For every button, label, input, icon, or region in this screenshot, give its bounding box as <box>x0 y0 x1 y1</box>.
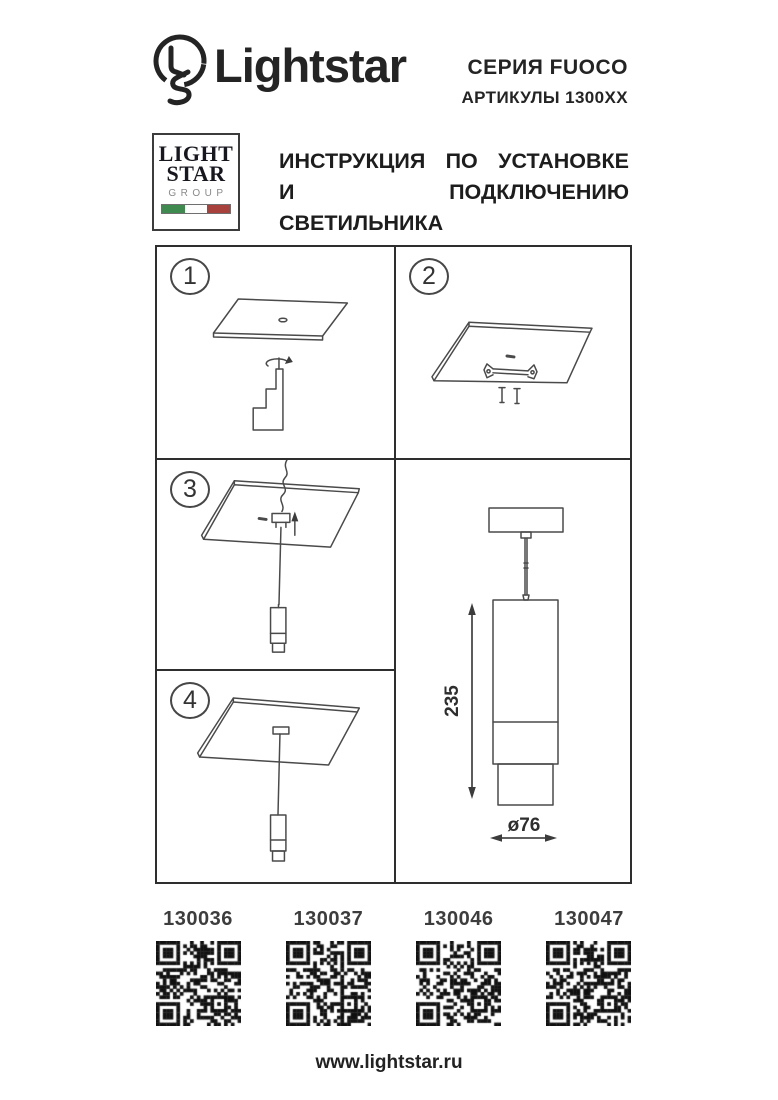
logo-box-star: STAR <box>166 161 226 186</box>
website-url: www.lightstar.ru <box>315 1052 463 1073</box>
step-4-panel <box>157 671 396 882</box>
step-2-panel <box>396 247 630 460</box>
step-3-number-badge: 3 <box>170 471 210 508</box>
article-code: 130047 <box>554 908 624 930</box>
logo-box-light: LIGHT <box>158 141 234 166</box>
qr-code <box>416 941 501 1026</box>
dim-arrowhead-left <box>490 834 502 841</box>
flag-green <box>162 205 185 213</box>
qr-code <box>546 941 631 1026</box>
lamp-dimensions-panel <box>396 460 630 882</box>
diameter-dimension-label: ø76 <box>507 815 541 836</box>
lamp-dimension-drawing <box>396 460 630 882</box>
dim-arrowhead-right <box>545 834 557 841</box>
article-item <box>155 908 241 1026</box>
step-1-panel <box>157 247 396 460</box>
height-dimension-label: 235 <box>442 685 463 717</box>
flag-white <box>185 205 208 213</box>
qr-code <box>156 941 241 1026</box>
steps-grid <box>155 245 632 884</box>
logo-box-group: GROUP <box>168 188 228 199</box>
series-title: СЕРИЯ FUOCO <box>467 56 628 79</box>
article-code: 130046 <box>423 908 494 930</box>
series-articles: АРТИКУЛЫ 1300XX <box>461 88 628 107</box>
lightstar-bulb-icon <box>150 30 212 115</box>
flag-red <box>207 205 230 213</box>
up-arrowhead <box>291 512 298 522</box>
step-2-number-badge: 2 <box>409 258 449 295</box>
step-4-number-badge: 4 <box>170 682 210 719</box>
qr-code <box>286 941 371 1026</box>
step-3-panel <box>157 460 396 671</box>
instruction-title-line1: ИНСТРУКЦИЯ ПО УСТАНОВКЕ <box>279 149 629 173</box>
article-list <box>155 908 632 1026</box>
step-1-number-badge: 1 <box>170 258 210 295</box>
dim-arrowhead-top <box>468 603 476 615</box>
article-code: 130037 <box>293 908 364 930</box>
article-item <box>416 908 502 1026</box>
brand-wordmark: Lightstar <box>214 39 407 92</box>
instruction-title-line2: И ПОДКЛЮЧЕНИЮ СВЕТИЛЬНИКА <box>279 180 629 235</box>
article-item <box>546 908 632 1026</box>
lightstar-group-logo <box>152 133 240 231</box>
series-info <box>461 56 628 108</box>
article-code: 130036 <box>163 908 233 930</box>
instruction-title <box>279 146 629 239</box>
article-item <box>285 908 371 1026</box>
italian-flag-stripe <box>161 204 231 214</box>
dim-arrowhead-bottom <box>468 787 476 799</box>
